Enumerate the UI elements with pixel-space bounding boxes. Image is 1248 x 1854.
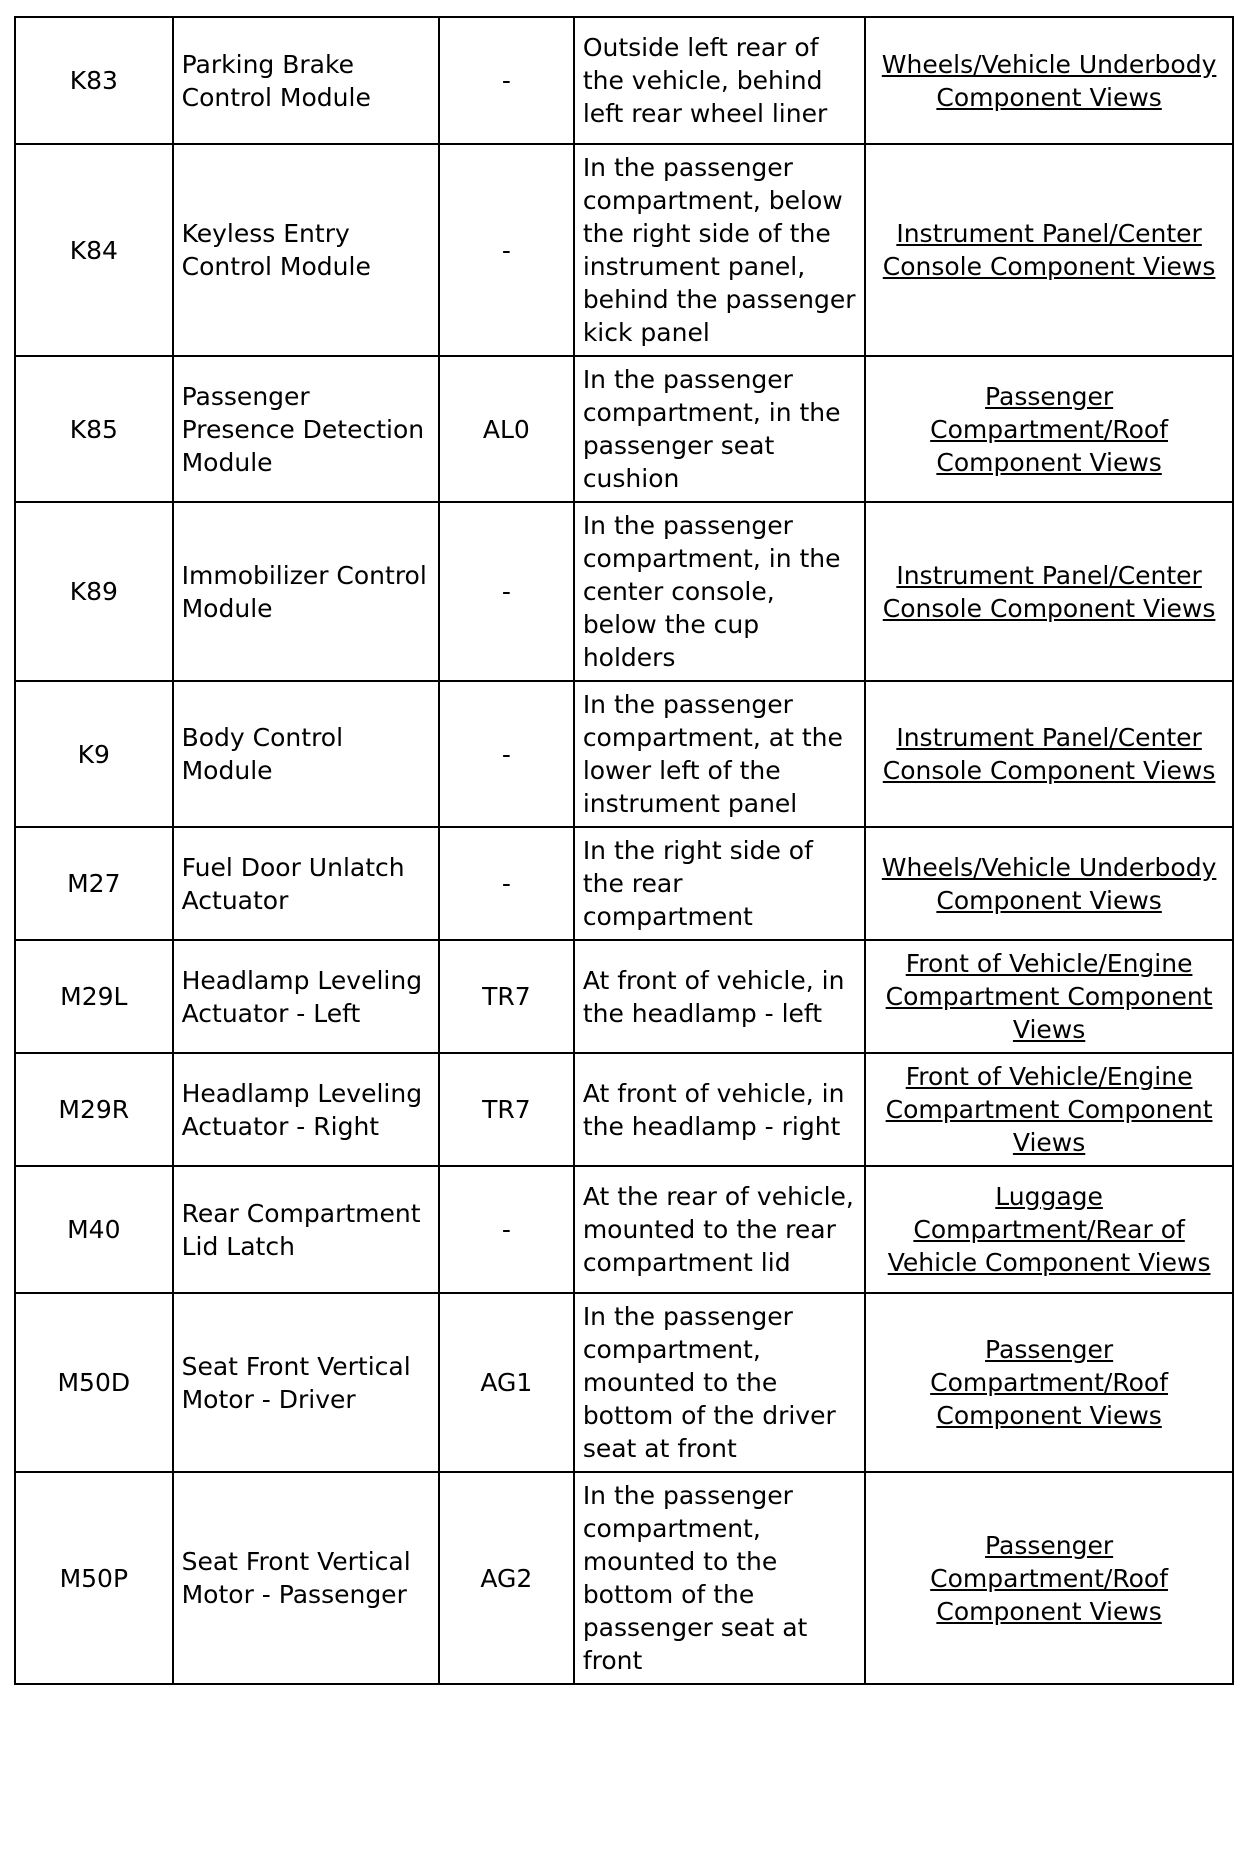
component-location: In the passenger compartment, below the right side of the instrument panel, behind the passenger kick panel [574, 144, 865, 356]
table-row [15, 1053, 1233, 1166]
component-name: Body Control Module [173, 681, 439, 827]
component-number: K89 [15, 502, 173, 681]
component-name: Seat Front Vertical Motor - Passenger [173, 1472, 439, 1684]
component-name: Rear Compartment Lid Latch [173, 1166, 439, 1293]
component-location: In the passenger compartment, at the lower left of the instrument panel [574, 681, 865, 827]
component-name: Fuel Door Unlatch Actuator [173, 827, 439, 940]
component-number: M29R [15, 1053, 173, 1166]
component-location: At front of vehicle, in the headlamp - right [574, 1053, 865, 1166]
option-code: - [439, 827, 574, 940]
component-location: In the right side of the rear compartment [574, 827, 865, 940]
option-code: - [439, 502, 574, 681]
component-number: K84 [15, 144, 173, 356]
option-code: - [439, 681, 574, 827]
component-number: M50P [15, 1472, 173, 1684]
component-name: Keyless Entry Control Module [173, 144, 439, 356]
table-row [15, 681, 1233, 827]
component-name: Headlamp Leveling Actuator - Left [173, 940, 439, 1053]
component-name: Seat Front Vertical Motor - Driver [173, 1293, 439, 1472]
component-view-link[interactable]: Front of Vehicle/Engine Compartment Component Views [885, 1062, 1213, 1157]
component-view-link[interactable]: Instrument Panel/Center Console Component Views [882, 560, 1216, 623]
component-view-link[interactable]: Instrument Panel/Center Console Component Views [882, 723, 1216, 785]
component-number: M40 [15, 1166, 173, 1293]
component-name: Headlamp Leveling Actuator - Right [173, 1053, 439, 1166]
option-code: TR7 [439, 940, 574, 1053]
table-row [15, 356, 1233, 502]
component-number: M50D [15, 1293, 173, 1472]
component-location: Outside left rear of the vehicle, behind left rear wheel liner [574, 17, 865, 144]
component-name: Parking Brake Control Module [173, 17, 439, 144]
table-row [15, 940, 1233, 1053]
option-code: AL0 [439, 356, 574, 502]
table-row [15, 1166, 1233, 1293]
option-code: AG1 [439, 1293, 574, 1472]
component-view-link[interactable]: Luggage Compartment/Rear of Vehicle Component Views [887, 1182, 1211, 1277]
component-view-link[interactable]: Passenger Compartment/Roof Component Views [930, 1335, 1168, 1430]
component-view-link[interactable]: Wheels/Vehicle Underbody Component Views [881, 852, 1217, 915]
component-view-link[interactable]: Wheels/Vehicle Underbody Component Views [881, 49, 1217, 112]
component-location: In the passenger compartment, in the center console, below the cup holders [574, 502, 865, 681]
component-view-link[interactable]: Front of Vehicle/Engine Compartment Component Views [885, 949, 1213, 1044]
component-location: In the passenger compartment, mounted to the bottom of the passenger seat at front [574, 1472, 865, 1684]
component-number: K85 [15, 356, 173, 502]
option-code: - [439, 1166, 574, 1293]
component-view-link[interactable]: Instrument Panel/Center Console Component Views [882, 219, 1216, 281]
table-row [15, 502, 1233, 681]
table-row [15, 1293, 1233, 1472]
table-row [15, 144, 1233, 356]
component-number: M29L [15, 940, 173, 1053]
table-row [15, 1472, 1233, 1684]
option-code: TR7 [439, 1053, 574, 1166]
component-name: Immobilizer Control Module [173, 502, 439, 681]
component-view-link[interactable]: Passenger Compartment/Roof Component Views [930, 1530, 1168, 1626]
component-location: In the passenger compartment, mounted to the bottom of the driver seat at front [574, 1293, 865, 1472]
option-code: - [439, 17, 574, 144]
component-location: At the rear of vehicle, mounted to the rear compartment lid [574, 1166, 865, 1293]
component-locator-table [14, 16, 1234, 1685]
component-location: In the passenger compartment, in the passenger seat cushion [574, 356, 865, 502]
component-view-link[interactable]: Passenger Compartment/Roof Component Views [930, 381, 1168, 477]
option-code: AG2 [439, 1472, 574, 1684]
option-code: - [439, 144, 574, 356]
table-row [15, 17, 1233, 144]
component-name: Passenger Presence Detection Module [173, 356, 439, 502]
component-number: K83 [15, 17, 173, 144]
component-number: M27 [15, 827, 173, 940]
table-row [15, 827, 1233, 940]
component-number: K9 [15, 681, 173, 827]
component-location: At front of vehicle, in the headlamp - left [574, 940, 865, 1053]
